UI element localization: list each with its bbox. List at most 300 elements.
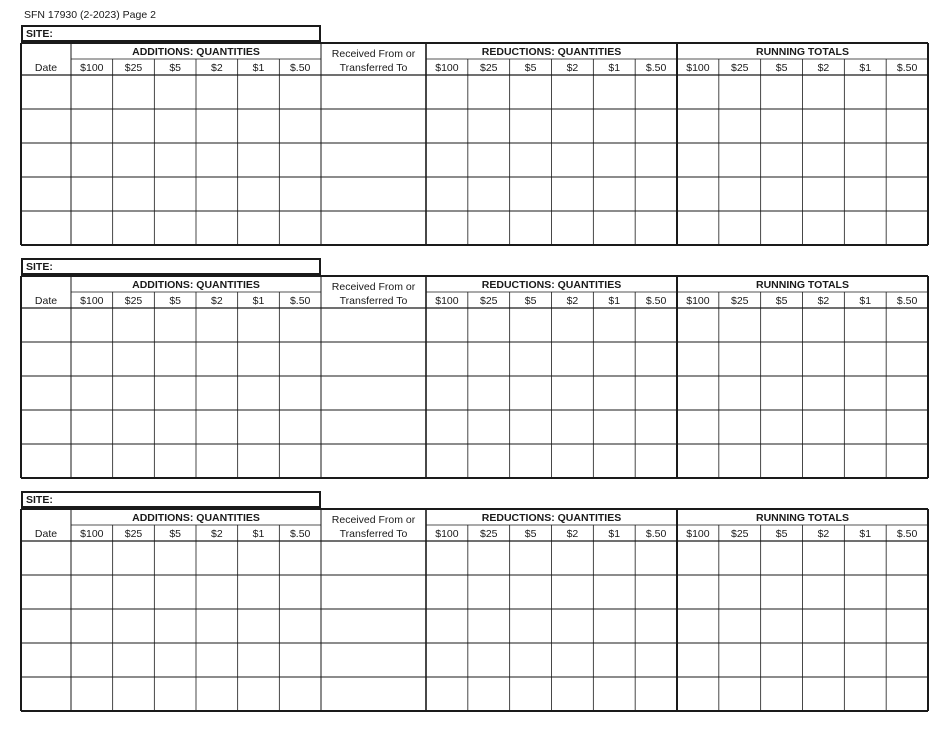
table-cell[interactable] — [196, 541, 238, 575]
table-cell[interactable] — [593, 143, 635, 177]
table-cell[interactable] — [468, 143, 510, 177]
table-cell[interactable] — [635, 444, 677, 478]
table-cell[interactable] — [321, 677, 426, 711]
table-cell[interactable] — [468, 677, 510, 711]
table-cell[interactable] — [426, 342, 468, 376]
table-cell[interactable] — [21, 541, 71, 575]
table-cell[interactable] — [510, 609, 552, 643]
table-cell[interactable] — [719, 75, 761, 109]
table-cell[interactable] — [238, 177, 280, 211]
table-cell[interactable] — [71, 541, 113, 575]
table-cell[interactable] — [71, 677, 113, 711]
table-cell[interactable] — [238, 143, 280, 177]
table-cell[interactable] — [279, 342, 321, 376]
table-cell[interactable] — [468, 308, 510, 342]
table-cell[interactable] — [426, 444, 468, 478]
table-cell[interactable] — [761, 342, 803, 376]
table-cell[interactable] — [719, 643, 761, 677]
table-cell[interactable] — [321, 609, 426, 643]
table-cell[interactable] — [154, 643, 196, 677]
table-cell[interactable] — [677, 444, 719, 478]
table-cell[interactable] — [844, 177, 886, 211]
table-cell[interactable] — [761, 75, 803, 109]
table-cell[interactable] — [468, 541, 510, 575]
table-cell[interactable] — [113, 342, 155, 376]
table-cell[interactable] — [677, 376, 719, 410]
table-cell[interactable] — [719, 410, 761, 444]
table-cell[interactable] — [886, 308, 928, 342]
table-cell[interactable] — [761, 444, 803, 478]
table-cell[interactable] — [426, 643, 468, 677]
table-cell[interactable] — [468, 575, 510, 609]
table-cell[interactable] — [21, 575, 71, 609]
table-cell[interactable] — [886, 177, 928, 211]
table-cell[interactable] — [552, 342, 594, 376]
table-cell[interactable] — [552, 609, 594, 643]
table-cell[interactable] — [844, 677, 886, 711]
table-cell[interactable] — [321, 342, 426, 376]
table-cell[interactable] — [803, 376, 845, 410]
table-cell[interactable] — [279, 609, 321, 643]
table-cell[interactable] — [321, 75, 426, 109]
table-cell[interactable] — [279, 643, 321, 677]
table-cell[interactable] — [803, 643, 845, 677]
table-cell[interactable] — [510, 575, 552, 609]
table-cell[interactable] — [510, 376, 552, 410]
site-field[interactable] — [21, 25, 321, 42]
table-cell[interactable] — [886, 75, 928, 109]
table-cell[interactable] — [593, 444, 635, 478]
table-cell[interactable] — [113, 677, 155, 711]
table-cell[interactable] — [426, 410, 468, 444]
table-cell[interactable] — [886, 609, 928, 643]
table-cell[interactable] — [803, 541, 845, 575]
table-cell[interactable] — [886, 444, 928, 478]
table-cell[interactable] — [593, 177, 635, 211]
table-cell[interactable] — [468, 609, 510, 643]
table-cell[interactable] — [21, 444, 71, 478]
table-cell[interactable] — [279, 575, 321, 609]
table-cell[interactable] — [803, 575, 845, 609]
table-cell[interactable] — [886, 211, 928, 245]
table-cell[interactable] — [719, 444, 761, 478]
table-cell[interactable] — [113, 308, 155, 342]
table-cell[interactable] — [844, 643, 886, 677]
table-cell[interactable] — [468, 376, 510, 410]
table-cell[interactable] — [510, 211, 552, 245]
table-cell[interactable] — [552, 143, 594, 177]
table-cell[interactable] — [71, 410, 113, 444]
table-cell[interactable] — [552, 575, 594, 609]
table-cell[interactable] — [113, 575, 155, 609]
table-cell[interactable] — [635, 609, 677, 643]
table-cell[interactable] — [761, 376, 803, 410]
table-cell[interactable] — [279, 376, 321, 410]
table-cell[interactable] — [510, 143, 552, 177]
table-cell[interactable] — [552, 444, 594, 478]
table-cell[interactable] — [238, 75, 280, 109]
table-cell[interactable] — [238, 444, 280, 478]
table-cell[interactable] — [803, 211, 845, 245]
table-cell[interactable] — [844, 143, 886, 177]
table-cell[interactable] — [761, 177, 803, 211]
table-cell[interactable] — [468, 444, 510, 478]
table-cell[interactable] — [552, 75, 594, 109]
table-cell[interactable] — [593, 575, 635, 609]
table-cell[interactable] — [803, 410, 845, 444]
table-cell[interactable] — [552, 211, 594, 245]
table-cell[interactable] — [844, 541, 886, 575]
table-cell[interactable] — [677, 109, 719, 143]
table-cell[interactable] — [71, 376, 113, 410]
table-cell[interactable] — [113, 444, 155, 478]
table-cell[interactable] — [593, 677, 635, 711]
table-cell[interactable] — [113, 211, 155, 245]
table-cell[interactable] — [677, 541, 719, 575]
table-cell[interactable] — [719, 143, 761, 177]
table-cell[interactable] — [426, 541, 468, 575]
table-cell[interactable] — [154, 342, 196, 376]
table-cell[interactable] — [154, 109, 196, 143]
table-cell[interactable] — [761, 541, 803, 575]
table-cell[interactable] — [593, 109, 635, 143]
table-cell[interactable] — [113, 109, 155, 143]
table-cell[interactable] — [510, 308, 552, 342]
table-cell[interactable] — [803, 109, 845, 143]
table-cell[interactable] — [844, 609, 886, 643]
table-cell[interactable] — [21, 143, 71, 177]
table-cell[interactable] — [196, 643, 238, 677]
table-cell[interactable] — [238, 211, 280, 245]
table-cell[interactable] — [761, 109, 803, 143]
table-cell[interactable] — [113, 643, 155, 677]
table-cell[interactable] — [468, 177, 510, 211]
table-cell[interactable] — [719, 342, 761, 376]
table-cell[interactable] — [677, 308, 719, 342]
table-cell[interactable] — [635, 143, 677, 177]
table-cell[interactable] — [426, 75, 468, 109]
table-cell[interactable] — [635, 376, 677, 410]
table-cell[interactable] — [761, 308, 803, 342]
table-cell[interactable] — [238, 342, 280, 376]
table-cell[interactable] — [635, 541, 677, 575]
table-cell[interactable] — [321, 177, 426, 211]
table-cell[interactable] — [154, 376, 196, 410]
table-cell[interactable] — [677, 211, 719, 245]
table-cell[interactable] — [803, 143, 845, 177]
table-cell[interactable] — [510, 643, 552, 677]
table-cell[interactable] — [552, 177, 594, 211]
table-cell[interactable] — [844, 211, 886, 245]
table-cell[interactable] — [113, 609, 155, 643]
table-cell[interactable] — [113, 376, 155, 410]
table-cell[interactable] — [238, 575, 280, 609]
table-cell[interactable] — [21, 177, 71, 211]
table-cell[interactable] — [279, 677, 321, 711]
table-cell[interactable] — [886, 376, 928, 410]
table-cell[interactable] — [886, 410, 928, 444]
table-cell[interactable] — [468, 342, 510, 376]
table-cell[interactable] — [761, 643, 803, 677]
table-cell[interactable] — [677, 677, 719, 711]
table-cell[interactable] — [321, 109, 426, 143]
table-cell[interactable] — [426, 308, 468, 342]
table-cell[interactable] — [886, 143, 928, 177]
table-cell[interactable] — [154, 410, 196, 444]
table-cell[interactable] — [321, 444, 426, 478]
table-cell[interactable] — [803, 342, 845, 376]
table-cell[interactable] — [321, 143, 426, 177]
table-cell[interactable] — [426, 609, 468, 643]
table-cell[interactable] — [510, 75, 552, 109]
table-cell[interactable] — [719, 541, 761, 575]
table-cell[interactable] — [844, 308, 886, 342]
table-cell[interactable] — [154, 677, 196, 711]
table-cell[interactable] — [196, 677, 238, 711]
table-cell[interactable] — [71, 211, 113, 245]
table-cell[interactable] — [426, 177, 468, 211]
table-cell[interactable] — [635, 308, 677, 342]
table-cell[interactable] — [196, 211, 238, 245]
table-cell[interactable] — [593, 211, 635, 245]
table-cell[interactable] — [803, 177, 845, 211]
table-cell[interactable] — [238, 109, 280, 143]
table-cell[interactable] — [238, 643, 280, 677]
table-cell[interactable] — [238, 308, 280, 342]
table-cell[interactable] — [886, 109, 928, 143]
table-cell[interactable] — [719, 376, 761, 410]
table-cell[interactable] — [154, 308, 196, 342]
table-cell[interactable] — [844, 109, 886, 143]
table-cell[interactable] — [719, 177, 761, 211]
table-cell[interactable] — [21, 109, 71, 143]
table-cell[interactable] — [154, 75, 196, 109]
table-cell[interactable] — [552, 541, 594, 575]
table-cell[interactable] — [468, 643, 510, 677]
table-cell[interactable] — [677, 575, 719, 609]
table-cell[interactable] — [113, 75, 155, 109]
table-cell[interactable] — [552, 376, 594, 410]
table-cell[interactable] — [761, 143, 803, 177]
table-cell[interactable] — [279, 308, 321, 342]
table-cell[interactable] — [677, 177, 719, 211]
table-cell[interactable] — [635, 211, 677, 245]
table-cell[interactable] — [719, 609, 761, 643]
table-cell[interactable] — [238, 376, 280, 410]
table-cell[interactable] — [196, 143, 238, 177]
table-cell[interactable] — [71, 643, 113, 677]
table-cell[interactable] — [677, 342, 719, 376]
table-cell[interactable] — [238, 609, 280, 643]
table-cell[interactable] — [279, 541, 321, 575]
table-cell[interactable] — [196, 75, 238, 109]
table-cell[interactable] — [635, 643, 677, 677]
table-cell[interactable] — [510, 177, 552, 211]
table-cell[interactable] — [468, 75, 510, 109]
table-cell[interactable] — [71, 609, 113, 643]
table-cell[interactable] — [677, 410, 719, 444]
table-cell[interactable] — [719, 677, 761, 711]
table-cell[interactable] — [803, 677, 845, 711]
table-cell[interactable] — [71, 308, 113, 342]
table-cell[interactable] — [844, 75, 886, 109]
table-cell[interactable] — [196, 177, 238, 211]
table-cell[interactable] — [279, 177, 321, 211]
table-cell[interactable] — [468, 211, 510, 245]
table-cell[interactable] — [154, 575, 196, 609]
table-cell[interactable] — [552, 109, 594, 143]
table-cell[interactable] — [761, 677, 803, 711]
table-cell[interactable] — [593, 609, 635, 643]
table-cell[interactable] — [426, 677, 468, 711]
table-cell[interactable] — [154, 609, 196, 643]
table-cell[interactable] — [552, 677, 594, 711]
table-cell[interactable] — [21, 609, 71, 643]
table-cell[interactable] — [21, 211, 71, 245]
table-cell[interactable] — [21, 376, 71, 410]
table-cell[interactable] — [510, 342, 552, 376]
table-cell[interactable] — [279, 143, 321, 177]
table-cell[interactable] — [21, 75, 71, 109]
table-cell[interactable] — [803, 444, 845, 478]
table-cell[interactable] — [593, 342, 635, 376]
table-cell[interactable] — [844, 444, 886, 478]
table-cell[interactable] — [761, 410, 803, 444]
table-cell[interactable] — [238, 410, 280, 444]
table-cell[interactable] — [761, 575, 803, 609]
table-cell[interactable] — [196, 609, 238, 643]
table-cell[interactable] — [510, 410, 552, 444]
table-cell[interactable] — [279, 75, 321, 109]
table-cell[interactable] — [803, 609, 845, 643]
table-cell[interactable] — [552, 410, 594, 444]
table-cell[interactable] — [635, 75, 677, 109]
table-cell[interactable] — [886, 541, 928, 575]
table-cell[interactable] — [886, 342, 928, 376]
table-cell[interactable] — [71, 143, 113, 177]
table-cell[interactable] — [71, 444, 113, 478]
table-cell[interactable] — [635, 575, 677, 609]
table-cell[interactable] — [677, 609, 719, 643]
table-cell[interactable] — [154, 177, 196, 211]
table-cell[interactable] — [21, 308, 71, 342]
site-field[interactable] — [21, 258, 321, 275]
table-cell[interactable] — [761, 609, 803, 643]
table-cell[interactable] — [71, 575, 113, 609]
table-cell[interactable] — [677, 143, 719, 177]
table-cell[interactable] — [593, 643, 635, 677]
table-cell[interactable] — [761, 211, 803, 245]
table-cell[interactable] — [71, 109, 113, 143]
table-cell[interactable] — [196, 308, 238, 342]
table-cell[interactable] — [719, 308, 761, 342]
table-cell[interactable] — [154, 541, 196, 575]
table-cell[interactable] — [321, 308, 426, 342]
table-cell[interactable] — [196, 575, 238, 609]
table-cell[interactable] — [426, 211, 468, 245]
table-cell[interactable] — [113, 410, 155, 444]
table-cell[interactable] — [196, 109, 238, 143]
table-cell[interactable] — [635, 342, 677, 376]
table-cell[interactable] — [426, 575, 468, 609]
table-cell[interactable] — [426, 109, 468, 143]
table-cell[interactable] — [279, 444, 321, 478]
table-cell[interactable] — [510, 444, 552, 478]
table-cell[interactable] — [719, 575, 761, 609]
table-cell[interactable] — [803, 308, 845, 342]
table-cell[interactable] — [719, 211, 761, 245]
table-cell[interactable] — [154, 211, 196, 245]
table-cell[interactable] — [321, 643, 426, 677]
table-cell[interactable] — [677, 643, 719, 677]
table-cell[interactable] — [71, 177, 113, 211]
table-cell[interactable] — [238, 541, 280, 575]
table-cell[interactable] — [426, 376, 468, 410]
table-cell[interactable] — [635, 177, 677, 211]
table-cell[interactable] — [677, 75, 719, 109]
site-field[interactable] — [21, 491, 321, 508]
table-cell[interactable] — [844, 376, 886, 410]
table-cell[interactable] — [552, 643, 594, 677]
table-cell[interactable] — [21, 410, 71, 444]
table-cell[interactable] — [426, 143, 468, 177]
table-cell[interactable] — [71, 75, 113, 109]
table-cell[interactable] — [886, 575, 928, 609]
table-cell[interactable] — [593, 410, 635, 444]
table-cell[interactable] — [21, 643, 71, 677]
table-cell[interactable] — [238, 677, 280, 711]
table-cell[interactable] — [279, 211, 321, 245]
table-cell[interactable] — [154, 444, 196, 478]
table-cell[interactable] — [886, 643, 928, 677]
table-cell[interactable] — [844, 575, 886, 609]
table-cell[interactable] — [468, 109, 510, 143]
table-cell[interactable] — [635, 677, 677, 711]
table-cell[interactable] — [803, 75, 845, 109]
table-cell[interactable] — [844, 342, 886, 376]
table-cell[interactable] — [510, 541, 552, 575]
table-cell[interactable] — [552, 308, 594, 342]
table-cell[interactable] — [196, 342, 238, 376]
table-cell[interactable] — [321, 575, 426, 609]
table-cell[interactable] — [113, 177, 155, 211]
table-cell[interactable] — [844, 410, 886, 444]
table-cell[interactable] — [196, 410, 238, 444]
table-cell[interactable] — [321, 410, 426, 444]
table-cell[interactable] — [593, 541, 635, 575]
table-cell[interactable] — [321, 376, 426, 410]
table-cell[interactable] — [593, 75, 635, 109]
table-cell[interactable] — [279, 109, 321, 143]
table-cell[interactable] — [196, 444, 238, 478]
table-cell[interactable] — [71, 342, 113, 376]
table-cell[interactable] — [635, 410, 677, 444]
table-cell[interactable] — [321, 211, 426, 245]
table-cell[interactable] — [510, 677, 552, 711]
table-cell[interactable] — [719, 109, 761, 143]
table-cell[interactable] — [279, 410, 321, 444]
table-cell[interactable] — [196, 376, 238, 410]
table-cell[interactable] — [593, 308, 635, 342]
table-cell[interactable] — [21, 342, 71, 376]
table-cell[interactable] — [21, 677, 71, 711]
table-cell[interactable] — [154, 143, 196, 177]
table-cell[interactable] — [468, 410, 510, 444]
table-cell[interactable] — [113, 541, 155, 575]
table-cell[interactable] — [886, 677, 928, 711]
table-cell[interactable] — [510, 109, 552, 143]
table-cell[interactable] — [321, 541, 426, 575]
